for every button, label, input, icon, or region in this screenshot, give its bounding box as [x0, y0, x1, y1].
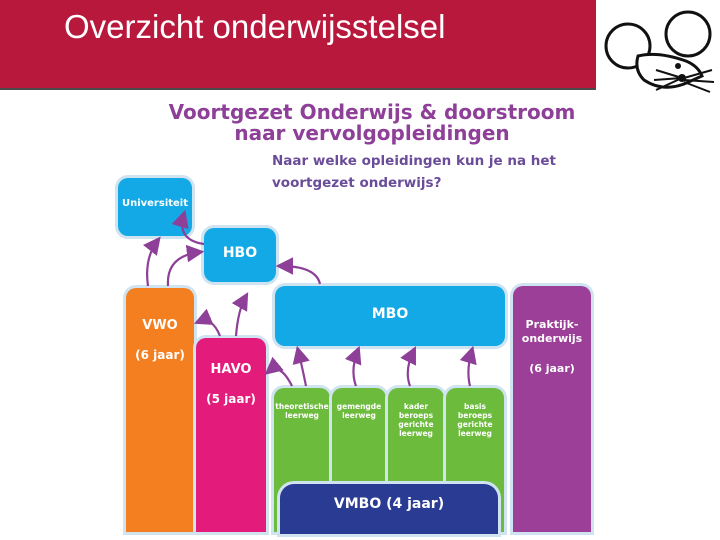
- leerweg-label: leerweg: [399, 429, 433, 438]
- havo-label: HAVO: [210, 362, 252, 377]
- arrow-vwo-to-universiteit: [147, 240, 158, 286]
- arrow-theoretische-to-havo: [268, 369, 292, 386]
- heading-line-2: naar vervolgopleidingen: [234, 121, 510, 145]
- leerweg-label: beroeps: [398, 411, 434, 420]
- vwo-box: [126, 288, 194, 532]
- leerweg-label: gerichte: [398, 420, 434, 429]
- leerweg-label: leerweg: [342, 411, 376, 420]
- question-line-1: Naar welke opleidingen kun je na het: [272, 153, 557, 169]
- leerweg-label: leerweg: [285, 411, 319, 420]
- universiteit-label: Universiteit: [121, 198, 189, 209]
- leerweg-label: theoretische: [275, 402, 329, 411]
- praktijk-label-2: onderwijs: [521, 332, 583, 345]
- vmbo-box: [280, 484, 498, 534]
- diagram-heading: [142, 102, 602, 144]
- vwo-years: (6 jaar): [135, 348, 185, 362]
- arrow-theoretische-to-mbo: [298, 350, 306, 386]
- arrow-basis-to-mbo: [468, 350, 472, 386]
- vwo-label: VWO: [142, 318, 178, 333]
- leerweg-label: beroeps: [457, 411, 493, 420]
- leerweg-label: kader: [403, 402, 429, 411]
- arrow-kader-to-mbo: [408, 350, 414, 386]
- arrow-gemengde-to-mbo: [353, 350, 358, 386]
- praktijk-years: (6 jaar): [529, 362, 575, 375]
- leerweg-label: gerichte: [457, 420, 493, 429]
- leerweg-label: basis: [464, 402, 486, 411]
- havo-years: (5 jaar): [206, 392, 256, 406]
- mbo-label: MBO: [371, 306, 409, 322]
- vmbo-label: VMBO (4 jaar): [333, 496, 445, 512]
- hbo-box: [204, 228, 276, 282]
- heading-line-1: Voortgezet Onderwijs & doorstroom: [168, 100, 576, 124]
- title-bar: [0, 0, 596, 90]
- leerweg-label: leerweg: [458, 429, 492, 438]
- universiteit-box: [118, 178, 192, 236]
- leerweg-label: gemengde: [336, 402, 382, 411]
- arrow-mbo-to-hbo: [280, 266, 320, 284]
- arrow-havo-to-vwo: [198, 321, 220, 336]
- diagram-question: [272, 150, 602, 194]
- mbo-box: [275, 286, 505, 346]
- slide-title: Overzicht onderwijsstelsel: [64, 8, 446, 45]
- havo-box: [196, 338, 266, 532]
- question-line-2: voortgezet onderwijs?: [272, 175, 442, 191]
- praktijk-label-1: Praktijk-: [525, 318, 579, 331]
- arrow-vwo-to-hbo: [168, 252, 200, 286]
- praktijkonderwijs-box: [513, 286, 591, 532]
- mouse-icon: [598, 6, 718, 98]
- arrow-havo-to-hbo: [236, 296, 246, 336]
- hbo-label: HBO: [222, 245, 258, 261]
